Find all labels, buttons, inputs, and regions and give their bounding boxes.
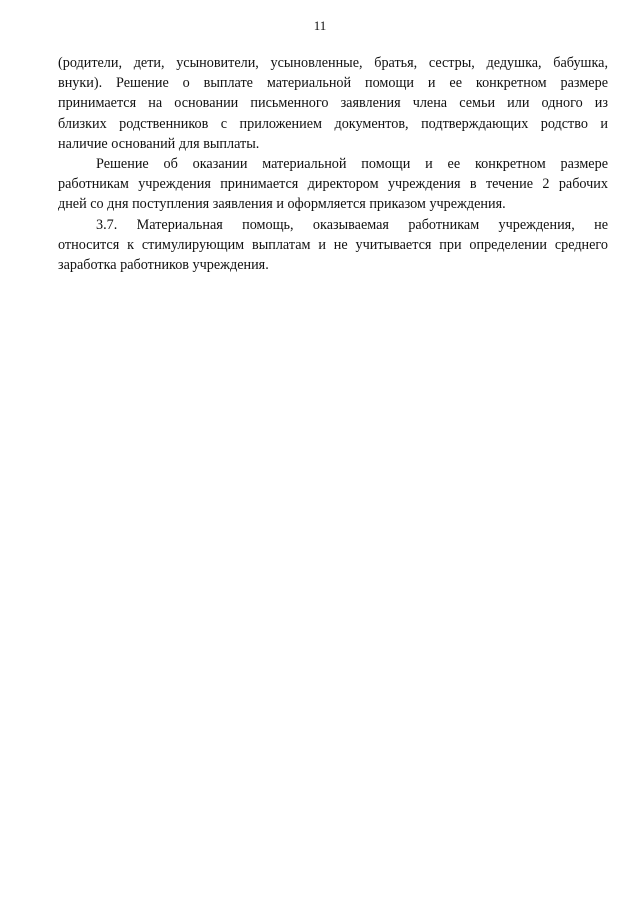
text-line: принимается на основании письменного заявления члена семьи или одного из [58, 95, 608, 112]
text-line: внуки). Решение о выплате материальной помощи и ее конкретном размере [58, 75, 608, 92]
text-line: близких родственников с приложением документов, подтверждающих родство и [58, 115, 608, 132]
page-number: 11 [313, 18, 327, 33]
paragraph-3-7 [58, 215, 608, 276]
text-line: относится к стимулирующим выплатам и не учитывается при определении среднего [58, 236, 608, 253]
text-line: наличие оснований для выплаты. [58, 135, 260, 152]
text-line: дней со дня поступления заявления и оформляется приказом учреждения. [58, 196, 506, 213]
text-line: работникам учреждения принимается директором учреждения в течение 2 рабочих [58, 176, 608, 193]
text-line: 3.7. Материальная помощь, оказываемая работникам учреждения, не [96, 216, 608, 233]
body-text [58, 53, 608, 275]
text-line: (родители, дети, усыновители, усыновленные, братья, сестры, дедушка, бабушка, [58, 55, 608, 71]
text-line: заработка работников учреждения. [58, 256, 269, 273]
paragraph-decision [58, 154, 608, 215]
paragraph-relatives [58, 53, 608, 154]
text-line: Решение об оказании материальной помощи и ее конкретном размере [96, 155, 608, 172]
